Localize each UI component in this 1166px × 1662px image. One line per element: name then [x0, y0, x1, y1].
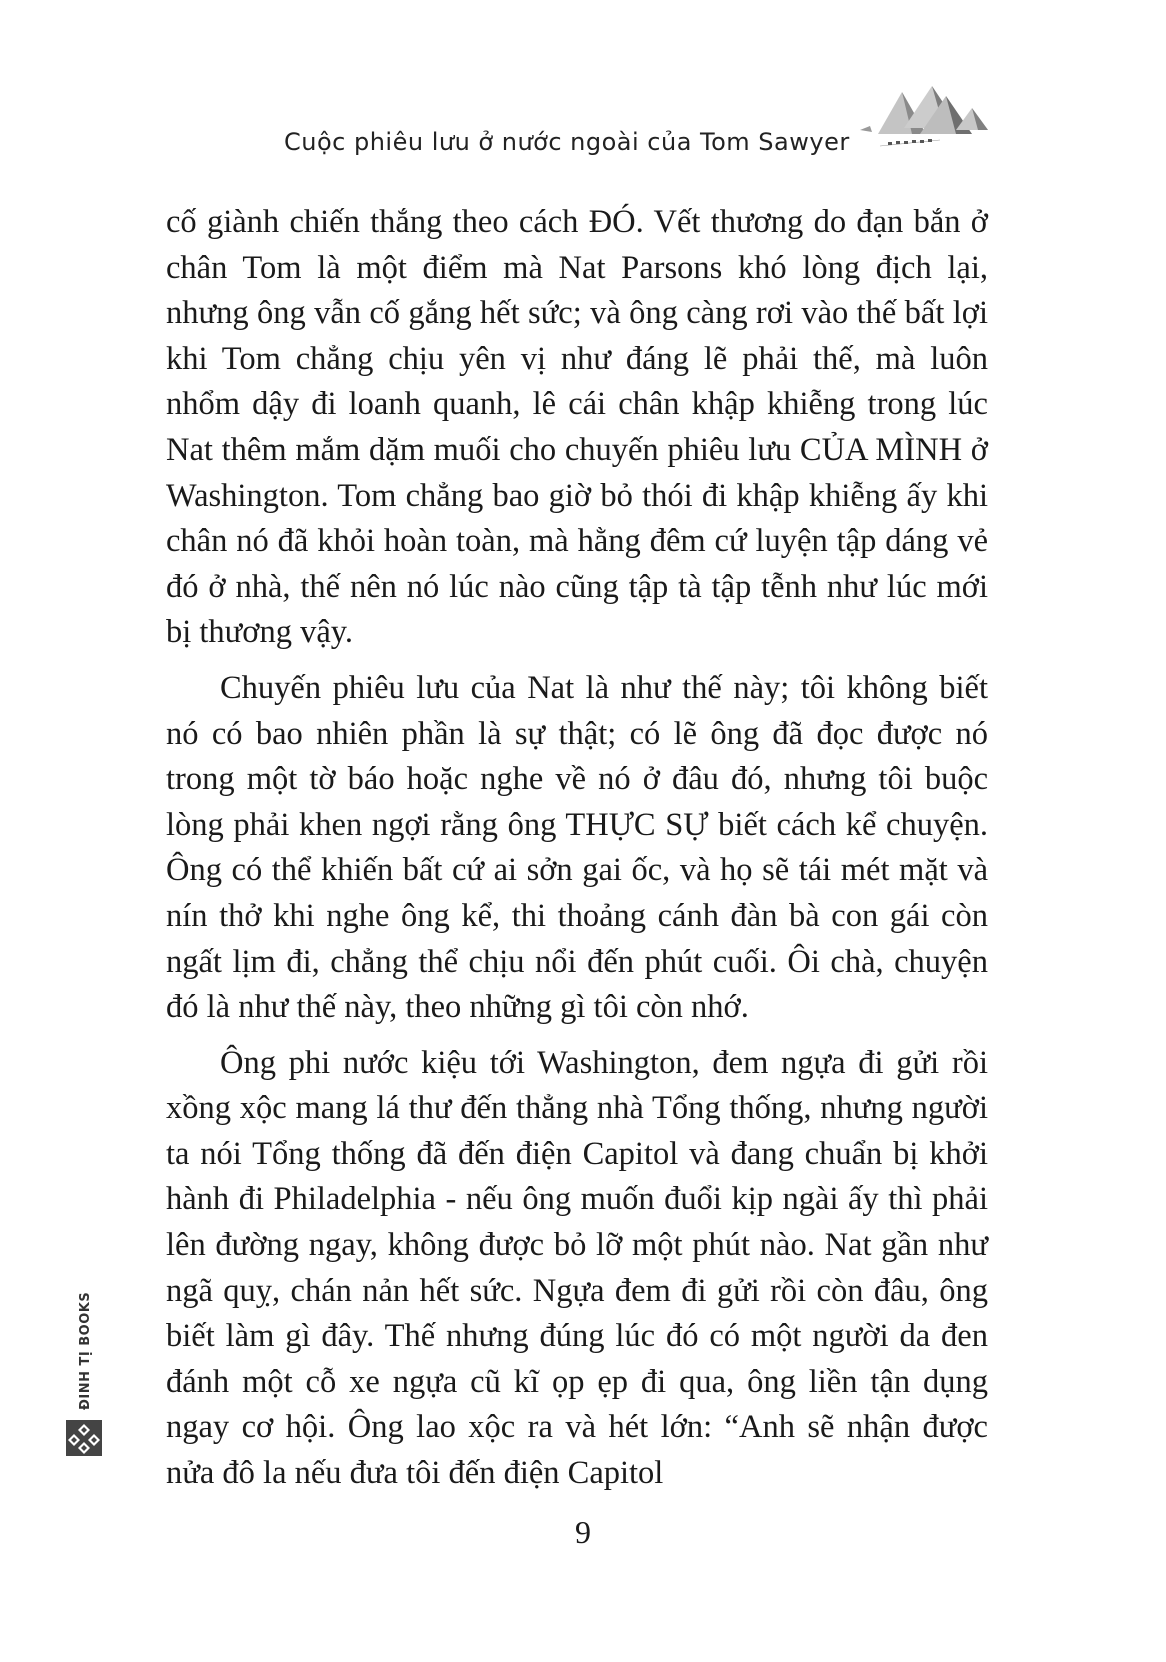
paragraph-2: Chuyến phiêu lưu của Nat là như thế này; tôi không biết nó có bao nhiên phần là sự thật; có lẽ ông đã đọc được nó trong một tờ báo hoặc nghe về nó ở đâu đó, nhưng tôi buộc lòng phải khen ngợi rằng ông THỰC SỰ biết cách kể chuyện. Ông có thể khiến bất cứ ai sởn gai ốc, và họ sẽ tái mét mặt và nín thở khi nghe ông kể, thi thoảng cánh đàn bà con gái còn ngất lịm đi, chẳng thể chịu nổi đến phút cuối. Ôi chà, chuyện đó là như thế này, theo những gì tôi còn nhớ. [166, 669, 988, 1026]
page-body [166, 200, 988, 1507]
paragraph-3: Ông phi nước kiệu tới Washington, đem ngựa đi gửi rồi xồng xộc mang lá thư đến thẳng nhà Tổng thống, nhưng người ta nói Tổng thống đã đến điện Capitol và đang chuẩn bị khởi hành đi Philadelphia - nếu ông muốn đuổi kịp ngài ấy thì phải lên đường ngay, không được bỏ lỡ một phút nào. Nat gần như ngã quỵ, chán nản hết sức. Ngựa đem đi gửi rồi còn đâu, ông biết làm gì đây. Thế nhưng đúng lúc đó có một người da đen đánh một cỗ xe ngựa cũ kĩ ọp ẹp đi qua, ông liền tận dụng ngay cơ hội. Ông lao xộc ra và hét lớn: “Anh sẽ nhận được nửa đô la nếu đưa tôi đến điện Capitol [166, 1044, 988, 1492]
dinh-ti-diamond-logo-icon [66, 1420, 102, 1456]
running-header: Cuộc phiêu lưu ở nước ngoài của Tom Sawyer [284, 128, 850, 156]
pyramids-with-camel-caravan-icon [860, 82, 990, 172]
publisher-name: ĐINH TỊ BOOKS [78, 1291, 93, 1410]
page-number: 9 [575, 1514, 591, 1550]
paragraph-1: cố giành chiến thắng theo cách ĐÓ. Vết thương do đạn bắn ở chân Tom là một điểm mà Nat Parsons khó lòng địch lại, nhưng ông vẫn cố gắng hết sức; và ông càng rơi vào thế bất lợi khi Tom chẳng chịu yên vị như đáng lẽ phải thế, mà luôn nhổm dậy đi loanh quanh, lê cái chân khập khiễng trong lúc Nat thêm mắm dặm muối cho chuyến phiêu lưu CỦA MÌNH ở Washington. Tom chẳng bao giờ bỏ thói đi khập khiễng ấy khi chân nó đã khỏi hoàn toàn, mà hằng đêm cứ luyện tập dáng vẻ đó ở nhà, thế nên nó lúc nào cũng tập tà tập tễnh như lúc mới bị thương vậy. [166, 204, 988, 651]
